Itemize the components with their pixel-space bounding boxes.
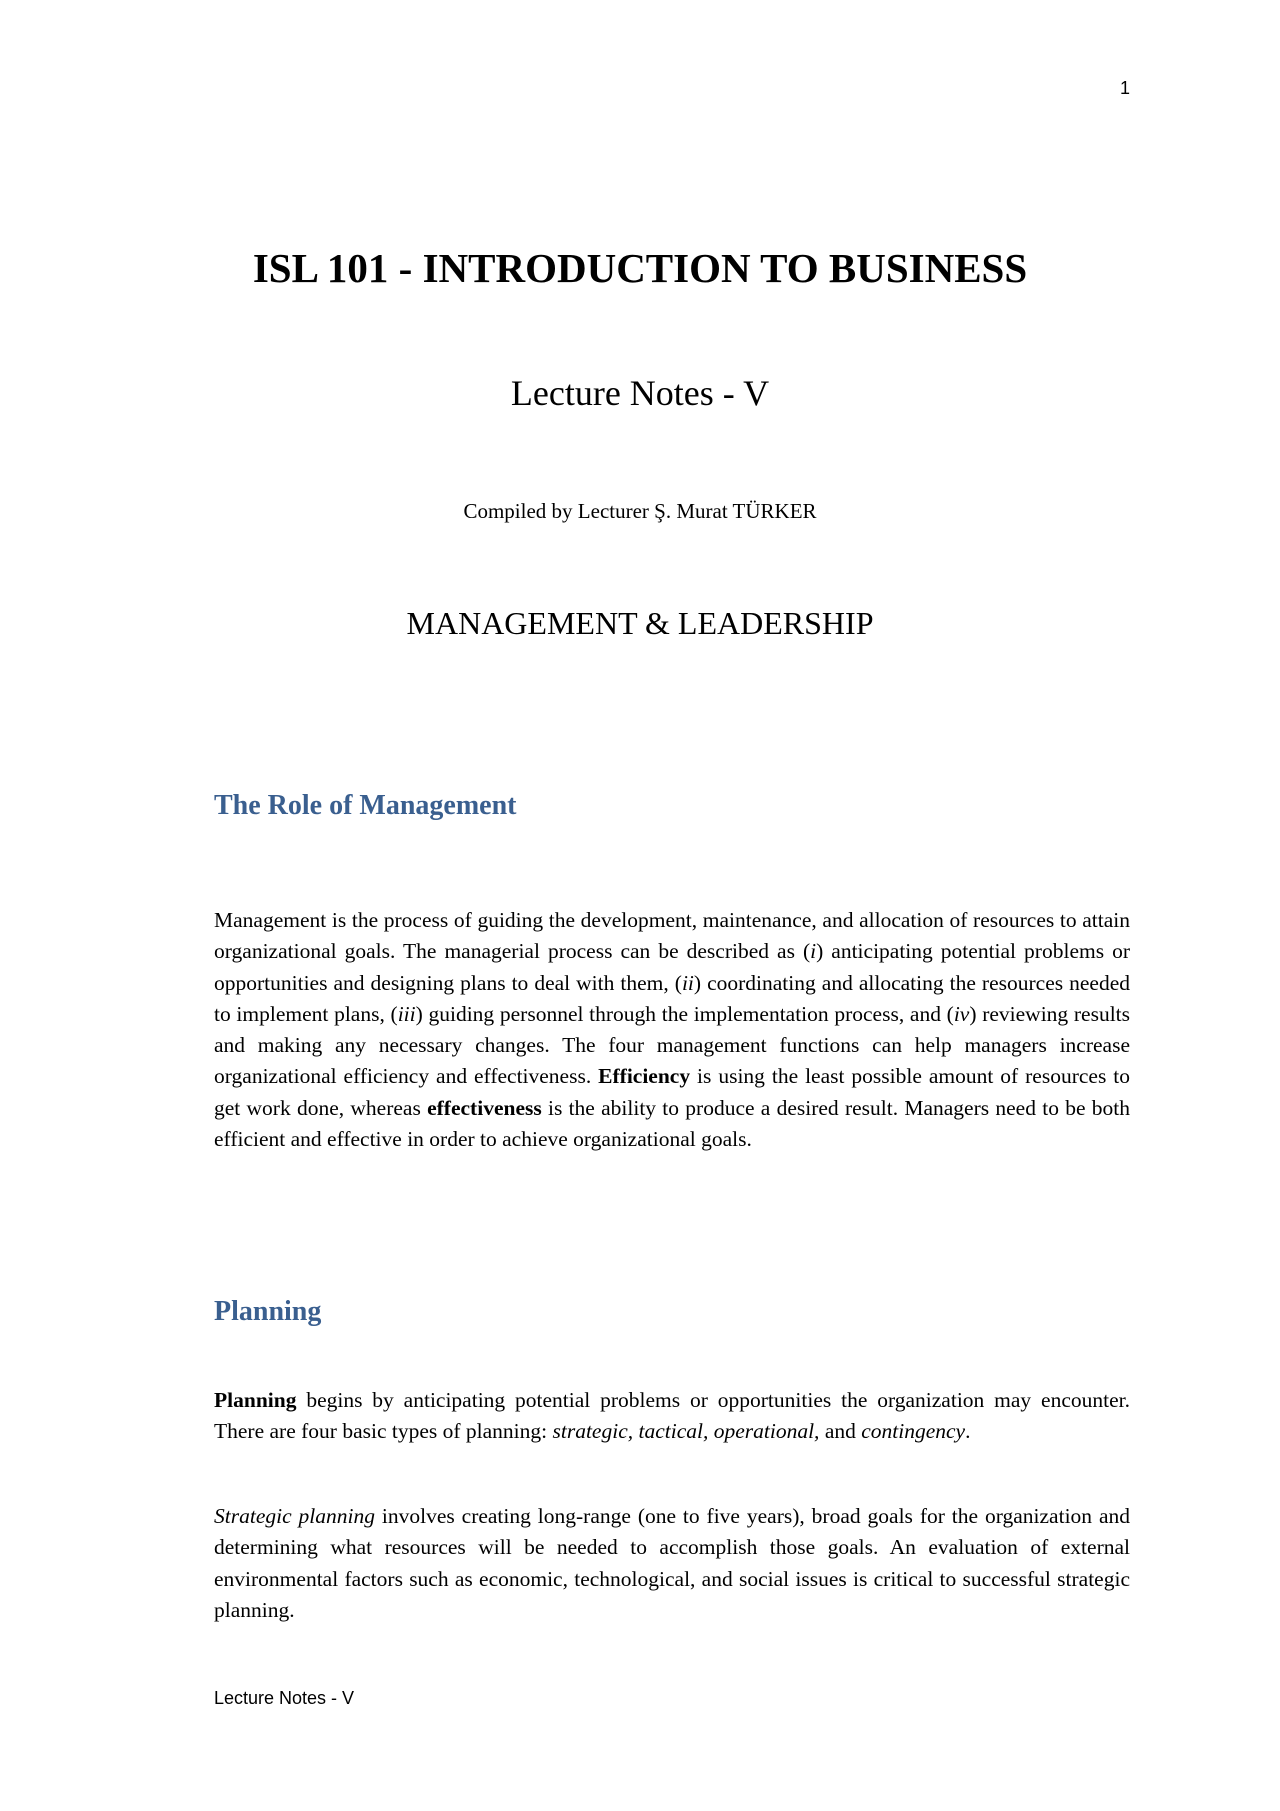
topic-title: MANAGEMENT & LEADERSHIP (406, 605, 874, 641)
term-planning: Planning (214, 1388, 297, 1412)
section-heading-role-of-management: The Role of Management (214, 790, 517, 821)
course-title: ISL 101 - INTRODUCTION TO BUSINESS (252, 245, 1028, 291)
page-footer: Lecture Notes - V (214, 1688, 355, 1708)
term-strategic-planning: Strategic planning (214, 1504, 375, 1528)
section-heading-planning: Planning (214, 1296, 322, 1327)
compiled-by: Compiled by Lecturer Ş. Murat TÜRKER (463, 499, 817, 523)
lecture-subtitle: Lecture Notes - V (510, 373, 770, 413)
page-number: 1 (1119, 78, 1130, 98)
paragraph-planning-intro: Planning begins by anticipating potential problems or opportunities the organization may encounter. There are four basic types of planning: strategic, tactical, operational, and contingency. (214, 1388, 1130, 1444)
term-efficiency: Efficiency (598, 1064, 691, 1089)
paragraph-role-of-management: Management is the process of guiding the development, maintenance, and allocation of resources to attain organizational goals. The managerial process can be described as (i) anticipating potential problems or opportunities and designing plans to deal with them, (ii) coordinating and allocating the resources needed to implement plans, (iii) guiding personnel through the implementation process, and (iv) reviewing results and making any necessary changes. The four management functions can help managers increase organizational efficiency and effectiveness. Efficiency is using the least possible amount of resources to get work done, whereas effectiveness is the ability to produce a desired result. Managers need to be both efficient and effective in order to achieve organizational goals. (214, 908, 1131, 1152)
paragraph-strategic-planning: Strategic planning involves creating long-range (one to five years), broad goals for the organization and determining what resources will be needed to accomplish those goals. An evaluation of external environmental factors such as economic, technological, and social issues is critical to successful strategic planning. (214, 1504, 1130, 1622)
term-effectiveness: effectiveness (427, 1095, 542, 1120)
